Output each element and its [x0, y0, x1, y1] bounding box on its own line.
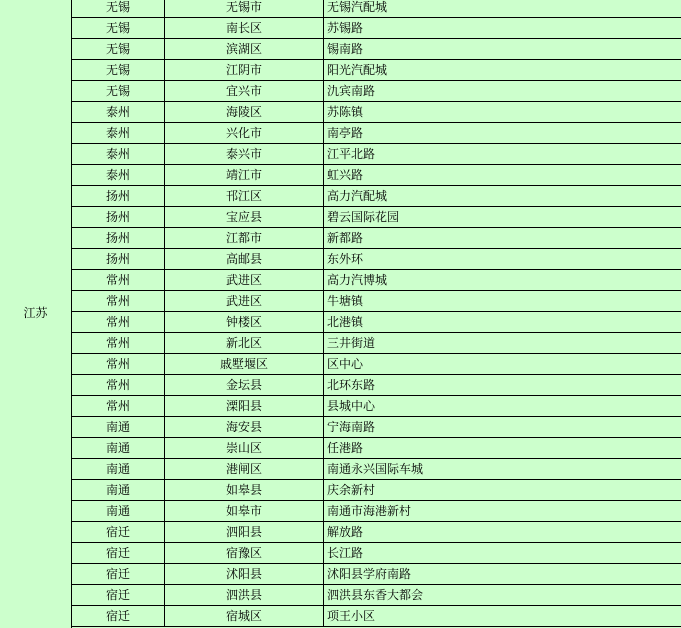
- district-cell: 滨湖区: [165, 39, 324, 59]
- address-cell: 三井街道: [327, 336, 376, 350]
- table-row: [72, 396, 681, 417]
- city-cell: 扬州: [72, 207, 165, 227]
- table-row: [72, 585, 681, 606]
- address-cell: 苏陈镇: [327, 105, 364, 119]
- address-cell: 区中心: [327, 357, 364, 371]
- district-cell: 新北区: [165, 333, 324, 353]
- district-cell: 宿豫区: [165, 543, 324, 563]
- city-cell: 扬州: [72, 249, 165, 269]
- table-row: [72, 186, 681, 207]
- district-cell: 海安县: [165, 417, 324, 437]
- city-cell: 宿迁: [72, 564, 165, 584]
- city-cell: 常州: [72, 354, 165, 374]
- address-cell: 任港路: [327, 441, 364, 455]
- district-cell: 泗洪县: [165, 585, 324, 605]
- city-cell: 宿迁: [72, 522, 165, 542]
- table-row: [72, 354, 681, 375]
- city-cell: 扬州: [72, 186, 165, 206]
- city-cell: 泰州: [72, 102, 165, 122]
- district-cell: 沭阳县: [165, 564, 324, 584]
- city-cell: 泰州: [72, 123, 165, 143]
- city-cell: 宿迁: [72, 585, 165, 605]
- city-cell: 常州: [72, 396, 165, 416]
- district-cell: 宿城区: [165, 606, 324, 626]
- address-cell: 宁海南路: [327, 420, 376, 434]
- table-row: [72, 60, 681, 81]
- city-cell: 无锡: [72, 18, 165, 38]
- table-row: [72, 81, 681, 102]
- table-row: [72, 0, 681, 18]
- district-cell: 武进区: [165, 270, 324, 290]
- table-row: [72, 501, 681, 522]
- city-cell: 南通: [72, 480, 165, 500]
- table-row: [72, 543, 681, 564]
- table-row: [72, 459, 681, 480]
- district-cell: 海陵区: [165, 102, 324, 122]
- table-row: [72, 228, 681, 249]
- table-row: [72, 102, 681, 123]
- address-cell: 东外环: [327, 252, 364, 266]
- city-cell: 南通: [72, 459, 165, 479]
- district-cell: 溧阳县: [165, 396, 324, 416]
- city-cell: 常州: [72, 291, 165, 311]
- district-cell: 崇山区: [165, 438, 324, 458]
- table-row: [72, 39, 681, 60]
- district-cell: 邗江区: [165, 186, 324, 206]
- address-cell: 南亭路: [327, 126, 364, 140]
- district-cell: 如皋市: [165, 501, 324, 521]
- city-cell: 南通: [72, 438, 165, 458]
- city-cell: 宿迁: [72, 606, 165, 626]
- address-cell: 泗洪县东香大都会: [327, 588, 424, 602]
- address-cell: 阳光汽配城: [327, 63, 388, 77]
- city-cell: 南通: [72, 417, 165, 437]
- address-cell: 高力汽博城: [327, 273, 388, 287]
- address-cell: 北港镇: [327, 315, 364, 329]
- district-cell: 戚墅堰区: [165, 354, 324, 374]
- province-label: 江苏: [23, 306, 48, 320]
- district-cell: 泗阳县: [165, 522, 324, 542]
- table-row: [72, 375, 681, 396]
- address-cell: 解放路: [327, 525, 364, 539]
- city-cell: 常州: [72, 333, 165, 353]
- district-cell: 江都市: [165, 228, 324, 248]
- district-cell: 泰兴市: [165, 144, 324, 164]
- table-row: [72, 207, 681, 228]
- address-cell: 苏锡路: [327, 21, 364, 35]
- address-cell: 无锡汽配城: [327, 0, 388, 14]
- table-row: [72, 606, 681, 627]
- city-cell: 无锡: [72, 60, 165, 80]
- district-cell: 兴化市: [165, 123, 324, 143]
- address-cell: 县城中心: [327, 399, 376, 413]
- address-cell: 碧云国际花园: [327, 210, 400, 224]
- district-cell: 宜兴市: [165, 81, 324, 101]
- city-cell: 无锡: [72, 39, 165, 59]
- district-cell: 南长区: [165, 18, 324, 38]
- table-row: [72, 249, 681, 270]
- district-cell: 如皋县: [165, 480, 324, 500]
- address-cell: 锡南路: [327, 42, 364, 56]
- address-cell: 氿宾南路: [327, 84, 376, 98]
- table-row: [72, 18, 681, 39]
- address-cell: 沭阳县学府南路: [327, 567, 412, 581]
- district-cell: 港闸区: [165, 459, 324, 479]
- address-cell: 长江路: [327, 546, 364, 560]
- address-cell: 虹兴路: [327, 168, 364, 182]
- district-cell: 江阴市: [165, 60, 324, 80]
- district-cell: 靖江市: [165, 165, 324, 185]
- city-cell: 扬州: [72, 228, 165, 248]
- address-cell: 高力汽配城: [327, 189, 388, 203]
- district-cell: 武进区: [165, 291, 324, 311]
- table-row: [72, 165, 681, 186]
- district-cell: 金坛县: [165, 375, 324, 395]
- table-row: [72, 522, 681, 543]
- district-cell: 无锡市: [165, 0, 324, 17]
- table-row: [72, 270, 681, 291]
- district-cell: 高邮县: [165, 249, 324, 269]
- table-row: [72, 312, 681, 333]
- address-cell: 牛塘镇: [327, 294, 364, 308]
- city-cell: 泰州: [72, 165, 165, 185]
- city-cell: 宿迁: [72, 543, 165, 563]
- city-cell: 常州: [72, 270, 165, 290]
- province-cell: [0, 0, 72, 628]
- table-row: [72, 564, 681, 585]
- table-row: [72, 417, 681, 438]
- address-cell: 南通永兴国际车城: [327, 462, 424, 476]
- district-cell: 宝应县: [165, 207, 324, 227]
- city-cell: 常州: [72, 312, 165, 332]
- table-row: [72, 291, 681, 312]
- address-cell: 庆余新村: [327, 483, 376, 497]
- address-cell: 北环东路: [327, 378, 376, 392]
- table-row: [72, 333, 681, 354]
- table-row: [72, 144, 681, 165]
- table-row: [72, 438, 681, 459]
- address-cell: 南通市海港新村: [327, 504, 412, 518]
- address-cell: 新都路: [327, 231, 364, 245]
- city-cell: 南通: [72, 501, 165, 521]
- district-cell: 钟楼区: [165, 312, 324, 332]
- table-row: [72, 480, 681, 501]
- table-row: [72, 123, 681, 144]
- city-cell: 常州: [72, 375, 165, 395]
- city-cell: 泰州: [72, 144, 165, 164]
- city-cell: 无锡: [72, 81, 165, 101]
- address-cell: 江平北路: [327, 147, 376, 161]
- table-body: [72, 0, 681, 627]
- city-cell: 无锡: [72, 0, 165, 17]
- address-cell: 项王小区: [327, 609, 376, 623]
